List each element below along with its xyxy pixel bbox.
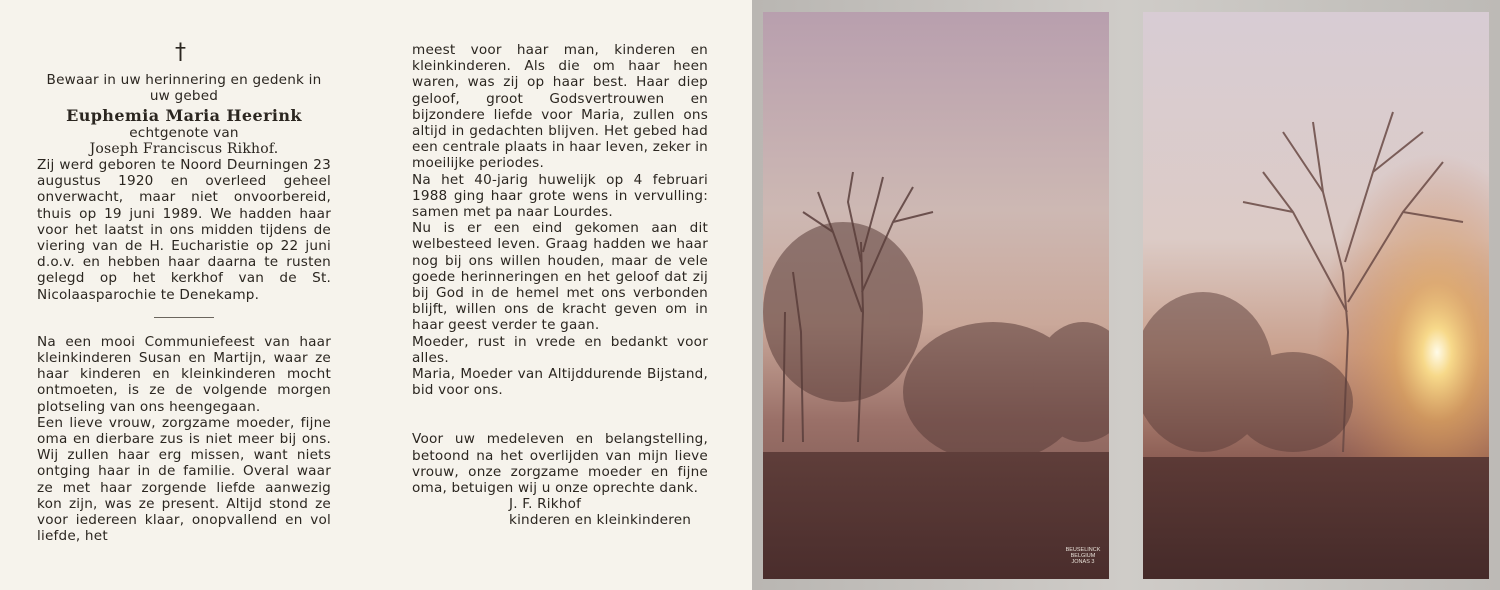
deceased-name: Euphemia Maria Heerink (66, 106, 302, 126)
farewell-paragraph: Nu is er een eind gekomen aan dit welbesteed leven. Graag hadden we haar nog bij ons willen houden, maar de vele goede herinneringen en het geloof dat zij bij God in de hemel met ons verbonden blijft, willen ons de kracht geven om in haar geest verder te gaan. (412, 220, 708, 334)
biography-paragraph: Zij werd geboren te Noord Deurningen 23 augustus 1920 en overleed geheel onverwacht, maar niet onvoorbereid, thuis op 19 juni 1989. We hadden haar voor het laatst in ons midden tijdens de viering van de H. Eucharistie op 22 juni d.o.v. en hebben haar daarna te rusten gelegd op het kerkhof van de St. Nicolaasparochie te Denekamp. (37, 157, 331, 303)
imprint-line-2: BELGIUM (1070, 553, 1096, 559)
sunset-trees-photo-left (763, 12, 1109, 579)
spouse-name: Joseph Franciscus Rikhof. (89, 140, 279, 157)
signature-name: J. F. Rikhof (509, 496, 582, 513)
cross-icon: † (175, 40, 186, 65)
rest-in-peace-line: Moeder, rust in vrede en bedankt voor alles. (412, 333, 708, 366)
left-text-column (37, 40, 331, 544)
prayer-line: Maria, Moeder van Altijddurende Bijstand, bid voor ons. (412, 366, 708, 399)
intro-text: Bewaar in uw herinnering en gedenk in uw gebed (46, 72, 322, 105)
imprint-line-1: BEUSELINCK (1065, 547, 1101, 553)
sunset-trees-photo-right (1143, 12, 1489, 579)
middle-text-column (412, 42, 708, 529)
spouse-label: echtgenote van (129, 124, 239, 141)
thanks-paragraph: Voor uw medeleven en belangstelling, betoond na het overlijden van mijn lieve vrouw, onze zorgzame moeder en fijne oma, betuigen wij u onze oprechte dank. (412, 431, 708, 497)
faith-paragraph: meest voor haar man, kinderen en kleinkinderen. Als die om haar heen waren, was zij op haar best. Haar diep geloof, groot Godsvertrouwen en bijzondere liefde voor Maria, zullen ons altijd in gedachten blijven. Het gebed had een centrale plaats in haar leven, zeker in moeilijke periodes. (412, 42, 708, 172)
communion-paragraph: Na een mooi Communiefeest van haar kleinkinderen Susan en Martijn, waar ze haar kinderen en kleinkinderen mocht ontmoeten, is ze de volgende morgen plotseling van ons heengegaan. (37, 333, 331, 415)
imprint-line-3: JONAS 3 (1071, 559, 1095, 565)
printer-imprint (1063, 547, 1103, 565)
divider (154, 317, 214, 318)
lourdes-paragraph: Na het 40-jarig huwelijk op 4 februari 1988 ging haar grote wens in vervulling: samen met pa naar Lourdes. (412, 171, 708, 221)
tribute-paragraph: Een lieve vrouw, zorgzame moeder, fijne oma en dierbare zus is niet meer bij ons. Wij zullen haar erg missen, want niets ontging haar in de familie. Overal waar ze met haar zorgende liefde aanwezig kon zijn, was ze present. Altijd stond ze voor iedereen klaar, onopvallend en vol liefde, het (37, 414, 331, 545)
signature-family: kinderen en kleinkinderen (509, 512, 692, 529)
